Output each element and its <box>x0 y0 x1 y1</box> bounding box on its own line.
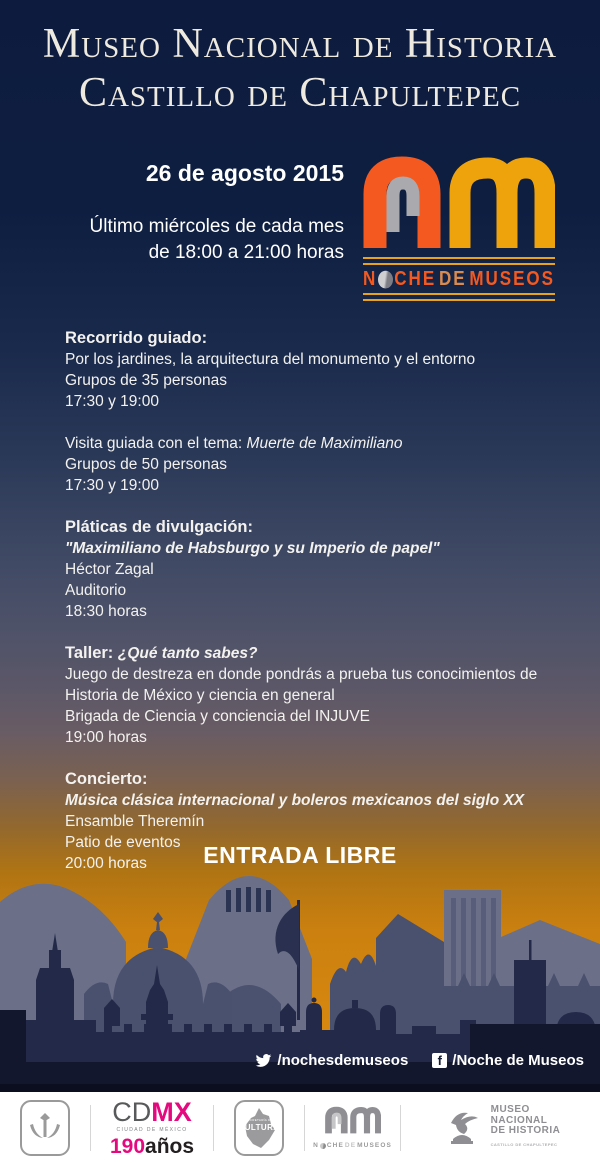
event-line: Juego de destreza en donde pondrás a prueba tus conocimientos de <box>65 666 538 683</box>
event-line: Auditorio <box>65 582 127 599</box>
twitter-handle[interactable] <box>255 1052 408 1069</box>
schedule-block <box>90 160 344 266</box>
nm-cap-de: DE <box>344 1142 357 1149</box>
noche-de-museos-logo <box>363 156 555 301</box>
event-line: 18:30 horas <box>65 603 147 620</box>
event-title: Concierto: <box>65 770 148 788</box>
cdmx-cd-text: CD <box>112 1096 152 1127</box>
event-line: Ensamble Theremín <box>65 813 205 830</box>
cdmx-wordmark-logo <box>91 1092 213 1163</box>
event-subtitle: Música clásica internacional y boleros mexicanos del siglo XX <box>65 792 525 809</box>
nm-monogram-icon <box>363 156 555 248</box>
event-title: Recorrido guiado: <box>65 329 208 347</box>
logo-rule <box>363 263 555 265</box>
footer-logos <box>0 1092 600 1163</box>
event-title-theme: Muerte de Maximiliano <box>246 435 403 452</box>
recurrence-text <box>90 214 344 266</box>
recurrence-line-2: de 18:00 a 21:00 horas <box>148 242 344 263</box>
museo-line-2: NACIONAL <box>490 1114 548 1126</box>
event-item-taller <box>65 643 555 748</box>
angel-of-independence-icon <box>20 1100 70 1156</box>
cultura-label-text: CULTURA <box>238 1122 280 1132</box>
cdmx-anniversary-word: años <box>145 1134 195 1158</box>
nm-cap-museos: MUSEOS <box>357 1142 392 1149</box>
event-line: 17:30 y 19:00 <box>65 393 159 410</box>
event-line: Brigada de Ciencia y conciencia del INJUVE <box>65 708 370 725</box>
event-title: Pláticas de divulgación: <box>65 518 253 536</box>
cultura-logo <box>214 1092 304 1163</box>
event-line: Por los jardines, la arquitectura del monumento y el entorno <box>65 351 476 368</box>
recurrence-line-1: Último miércoles de cada mes <box>89 216 344 237</box>
event-item-recorrido <box>65 328 555 412</box>
page-title <box>0 20 600 117</box>
title-line-2: Castillo de Chapultepec <box>78 69 522 116</box>
cdmx-city-text: CIUDAD DE MÉXICO <box>116 1126 188 1133</box>
social-bar <box>255 1052 584 1069</box>
event-title <box>65 643 555 664</box>
event-title-lead: Taller: <box>65 644 118 662</box>
moon-icon <box>320 1143 326 1149</box>
event-line: Héctor Zagal <box>65 561 154 578</box>
event-subtitle: "Maximiliano de Habsburgo y su Imperio de papel" <box>65 540 440 557</box>
event-title-theme: ¿Qué tanto sabes? <box>117 645 258 662</box>
facebook-handle-text: /Noche de Museos <box>452 1052 584 1069</box>
angel-icon <box>27 1109 63 1147</box>
event-line: 19:00 horas <box>65 729 147 746</box>
event-line: Patio de eventos <box>65 834 181 851</box>
event-line: Grupos de 35 personas <box>65 372 227 389</box>
event-line: Historia de México y ciencia en general <box>65 687 335 704</box>
event-title <box>65 433 555 454</box>
noche-de-museos-footer-logo <box>305 1092 400 1163</box>
cdmx-angel-logo <box>0 1092 90 1163</box>
logo-rule <box>363 257 555 259</box>
museo-line-1: MUSEO <box>490 1104 530 1115</box>
cultura-badge <box>234 1100 284 1156</box>
free-admission-banner: ENTRADA LIBRE <box>203 842 397 868</box>
nm-cap-n: N <box>313 1142 319 1149</box>
event-line: Grupos de 50 personas <box>65 456 227 473</box>
moon-icon <box>378 270 393 288</box>
museo-nacional-historia-logo <box>401 1092 600 1163</box>
cdmx-anniversary-number: 190 <box>109 1134 146 1158</box>
twitter-handle-text: /nochesdemuseos <box>277 1052 409 1069</box>
event-item-platicas <box>65 517 555 622</box>
museo-text <box>491 1105 561 1150</box>
logo-wordmark <box>363 267 555 291</box>
twitter-bird-icon <box>255 1052 272 1069</box>
facebook-handle[interactable] <box>432 1052 584 1069</box>
logo-rule <box>363 293 555 295</box>
museo-line-3: DE HISTORIA <box>490 1125 561 1136</box>
wordmark-de: DE <box>438 267 467 290</box>
event-line: 20:00 horas <box>65 855 147 872</box>
facebook-f-icon: f <box>432 1053 447 1068</box>
event-title-lead: Visita guiada con el tema: <box>65 435 247 452</box>
nm-cap-che: CHE <box>326 1142 344 1149</box>
event-item-visita <box>65 433 555 496</box>
wordmark-noche <box>363 267 436 291</box>
cdmx-mx-text: MX <box>151 1096 192 1127</box>
wordmark-che: CHE <box>394 267 437 290</box>
event-line: 17:30 y 19:00 <box>65 477 159 494</box>
logo-rule <box>363 299 555 301</box>
event-list <box>65 328 555 895</box>
cultura-secretaria-text: SECRETARÍA DE <box>245 1117 273 1122</box>
nm-mini-caption <box>313 1142 392 1149</box>
eagle-icon <box>441 1107 483 1149</box>
museo-subtitle: CASTILLO DE CHAPULTEPEC <box>490 1141 558 1147</box>
nm-monogram-gray-icon <box>325 1106 381 1134</box>
event-date: 26 de agosto 2015 <box>145 160 344 186</box>
title-line-1: Museo Nacional de Historia <box>42 21 558 67</box>
wordmark-n: N <box>363 267 378 290</box>
wordmark-museos: MUSEOS <box>469 267 555 290</box>
